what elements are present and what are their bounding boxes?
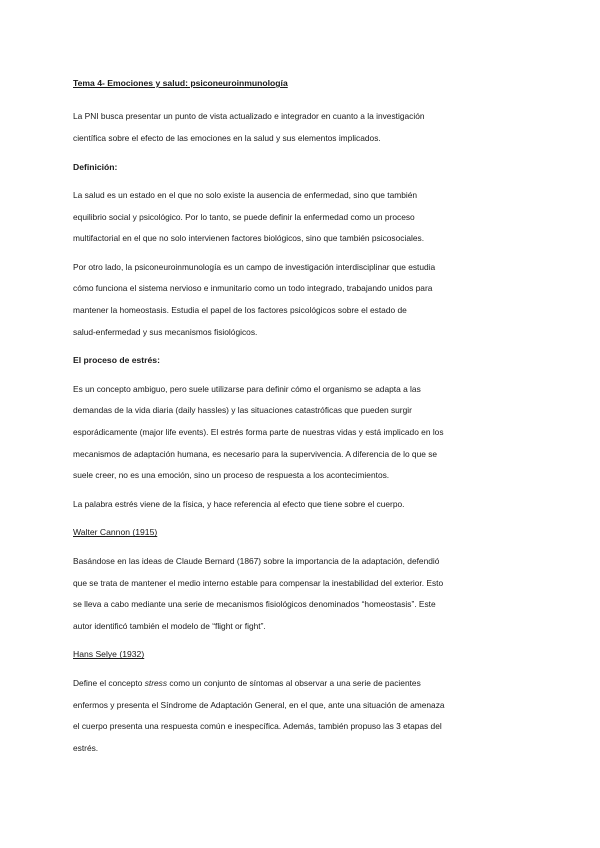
emphasis-stress: stress	[144, 677, 168, 688]
text-line: suele creer, no es una emoción, sino un proceso de respuesta a los acontecimientos.	[73, 470, 390, 481]
document-title: Tema 4- Emociones y salud: psiconeuroinmunología	[73, 78, 288, 88]
section-heading-cannon: Walter Cannon (1915)	[73, 527, 158, 538]
estres-paragraph-1	[73, 379, 529, 487]
section-heading-definicion: Definición:	[73, 161, 118, 172]
definicion-paragraph-1	[73, 185, 529, 250]
text-line: demandas de la vida diaria (daily hassles) y las situaciones catastróficas que pueden surgir	[73, 405, 412, 416]
text-line: cómo funciona el sistema nervioso e inmunitario como un todo integrado, trabajando unidos para	[73, 283, 433, 294]
text-line: La palabra estrés viene de la física, y hace referencia al efecto que tiene sobre el cuerpo.	[73, 498, 405, 509]
text-line	[73, 673, 529, 695]
text-line: salud-enfermedad y sus mecanismos fisiológicos.	[73, 326, 258, 337]
text-line: La salud es un estado en el que no solo existe la ausencia de enfermedad, sino que también	[73, 190, 418, 201]
text-line: La PNI busca presentar un punto de vista actualizado e integrador en cuanto a la investigación	[73, 111, 425, 122]
text-line: Es un concepto ambiguo, pero suele utilizarse para definir cómo el organismo se adapta a las	[73, 383, 421, 394]
text-line: multifactorial en el que no solo intervienen factores biológicos, sino que también psicosociales.	[73, 233, 425, 244]
selye-paragraph	[73, 673, 529, 759]
definicion-paragraph-2	[73, 257, 529, 343]
text-line: esporádicamente (major life events). El estrés forma parte de nuestras vidas y está implicado en los	[73, 427, 444, 438]
text-line: que se trata de mantener el medio interno estable para compensar la inestabilidad del exterior. Esto	[73, 577, 444, 588]
section-heading-estres: El proceso de estrés:	[73, 355, 160, 366]
text-line: el cuerpo presenta una respuesta común e inespecífica. Además, también propuso las 3 etapas del	[73, 721, 442, 732]
text-line: científica sobre el efecto de las emociones en la salud y sus elementos implicados.	[73, 132, 381, 143]
intro-paragraph	[73, 106, 529, 149]
text-line: equilibrio social y psicológico. Por lo tanto, se puede definir la enfermedad como un proceso	[73, 211, 415, 222]
cannon-paragraph	[73, 551, 529, 637]
text-line: autor identificó también el modelo de “flight or fight”.	[73, 620, 266, 631]
document-page	[73, 78, 529, 766]
text-line: se lleva a cabo mediante una serie de mecanismos fisiológicos denominados “homeostasis”. Este	[73, 599, 436, 610]
text-line: mecanismos de adaptación humana, es necesario para la supervivencia. A diferencia de lo que se	[73, 448, 438, 459]
section-heading-selye: Hans Selye (1932)	[73, 649, 145, 660]
text-line: estrés.	[73, 742, 99, 753]
estres-paragraph-2	[73, 494, 529, 516]
text-fragment: como un conjunto de síntomas al observar a una serie de pacientes	[167, 677, 421, 688]
text-fragment: Define el concepto	[73, 677, 145, 688]
text-line: Por otro lado, la psiconeuroinmunología es un campo de investigación interdisciplinar que estudia	[73, 261, 436, 272]
text-line: Basándose en las ideas de Claude Bernard (1867) sobre la importancia de la adaptación, defendió	[73, 556, 440, 566]
text-line: enfermos y presenta el Síndrome de Adaptación General, en el que, ante una situación de amenaza	[73, 699, 445, 710]
text-line: mantener la homeostasis. Estudia el papel de los factores psicológicos sobre el estado de	[73, 305, 407, 316]
